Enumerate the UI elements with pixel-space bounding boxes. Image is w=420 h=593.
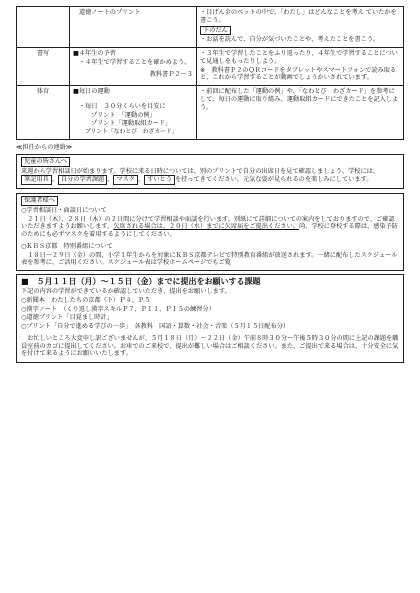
detail-line: ・３年生で学習したことをふり返ったり、４年生で学習することについて見通しをもったりしよう。 bbox=[200, 50, 398, 65]
table-row bbox=[17, 86, 404, 140]
parents-label: 保護者様へ bbox=[21, 196, 58, 206]
item-badge: すいとう bbox=[144, 175, 175, 185]
task-table bbox=[16, 6, 404, 140]
children-box bbox=[16, 154, 404, 189]
detail-line: ・お話を読んで、自分が気づいたことや、考えたことを書こう。 bbox=[200, 36, 380, 44]
material-cell bbox=[70, 86, 197, 140]
page bbox=[16, 6, 404, 363]
detail-line: ・目げん金のペットの中で、「わたし」はどんなことを考え ていたかを書こう。 bbox=[200, 9, 397, 24]
detail-cell bbox=[197, 7, 404, 48]
assignment-item: ○道徳プリント「目覚まし時計」 bbox=[21, 314, 113, 322]
material-line: ・毎日 ３０分くらいを目安に bbox=[79, 102, 166, 110]
material-line: プリント「なわとび わざカード」 bbox=[85, 129, 178, 135]
subject-cell bbox=[17, 7, 70, 48]
section-title: ○ＫＢＳ京都 特別番組について bbox=[21, 242, 113, 250]
table-row bbox=[17, 7, 404, 48]
table-row bbox=[17, 48, 404, 86]
assignment-item: ○新聞本 わたしたちの京都（下）Ｐ４、Ｐ５ bbox=[21, 296, 151, 304]
detail-cell bbox=[197, 48, 404, 86]
section-title: ○学習相談日・面談日について bbox=[21, 206, 107, 214]
subject-cell: 書写 bbox=[17, 48, 70, 86]
material-line: プリント「運動取組カード」 bbox=[91, 120, 172, 128]
material-line: 教科書Ｐ２〜３ bbox=[149, 70, 193, 78]
assignment-intro: 下記の内容の学習ができているか確認していただき、提出をお願いします。 bbox=[21, 288, 231, 296]
item-badge: 筆記用具 bbox=[21, 175, 52, 185]
children-label: 児童の皆さんへ bbox=[21, 157, 70, 167]
detail-line: ・前回に配布した「運動の例」や、「なわとび わざカード」を参考にして、毎日の運動に取り組み、運動取組カードにできたことを記入しよう。 bbox=[200, 88, 399, 111]
section-text: ２１日（木）、２８日（木）の２日間に分けて学習相談や面談を行います。別紙にて詳細についての案内をしておりますので、ご確認いただきますようお願いします。欠席される場合は、２０日（水）までに欠席届をご提出ください。尚、学校に登校する際は、感染予防のためにも必ずマスクを着用するようにしてください。 bbox=[21, 215, 398, 239]
detail-cell bbox=[197, 86, 404, 140]
parents-box bbox=[16, 193, 404, 271]
assignment-heading: ■ ５月１１日（月）〜１５日（金）までに提出をお願いする課題 bbox=[21, 277, 261, 287]
material-cell bbox=[70, 7, 197, 48]
item-badge: 自分の学習課題 bbox=[58, 175, 107, 185]
absence-note: 欠席される場合は、２０日（水）までに欠席届をご提出ください。 bbox=[113, 223, 299, 231]
material-line: ■毎日の運動 bbox=[73, 88, 110, 95]
notice-title: ≪担任からの連絡≫ bbox=[16, 144, 73, 152]
assignment-item: ○プリント「自分で進める学びの一歩」 各教科 国語・算数・社会・音楽（５月１５日配布分） bbox=[21, 323, 290, 331]
section-text: １８日〜２９日（金）の間、小学１年生からを対象にＫＢＳ京都テレビで特別教育番組が放送されます。一緒に配布したスケジュール表を参考に、ご活用ください。スケジュール表は学校ホームページでもご覧 bbox=[21, 251, 398, 267]
material-line: プリント 「運動の例」 bbox=[91, 111, 156, 119]
subject-cell: 体育 bbox=[17, 86, 70, 140]
material-line: ・４年生で学習することを確かめよう。 bbox=[79, 58, 191, 66]
children-text: 来週から学習相談日が始まります。学校に来る日時については、別のプリントで自分の出席日を見て確認しましょう。学校には、筆記用具 、 自分の学習課題 、 マスク 、 すいとう を持ってきてください。元気な姿が見られるのを楽しみにしています。 bbox=[21, 167, 380, 184]
assignment-item: ○漢字ノート （くり返し漢字スキルＰ７、Ｐ１１、Ｐ１５の練習分） bbox=[21, 305, 215, 313]
detail-line: ※ 教科書Ｐ２のＱＲコードをタブレットやスマートフォンで読み取ると、これから学習することが動画でしょうかいされています。 bbox=[200, 66, 397, 82]
assignment-closing: お忙しいところ大変申し訳ございませんが、５月１８日（月）〜２２日（金）午前８時３０分〜午後５時３０分の間に上記の課題を職員室前のカゴに提出してください。お車でのご来校で、提出が難しい場合はご相談ください。また、ご提出で来る場合は、十分安全に気を付けて来るようにお願いいたします。 bbox=[21, 334, 399, 358]
detail-label: 下のだん bbox=[200, 26, 231, 36]
material-cell bbox=[70, 48, 197, 86]
material-line: 道徳ノートのプリント bbox=[79, 9, 141, 16]
item-badge: マスク bbox=[113, 175, 138, 185]
material-line: ■４年生の予習 bbox=[73, 50, 116, 57]
assignment-box bbox=[16, 274, 404, 363]
